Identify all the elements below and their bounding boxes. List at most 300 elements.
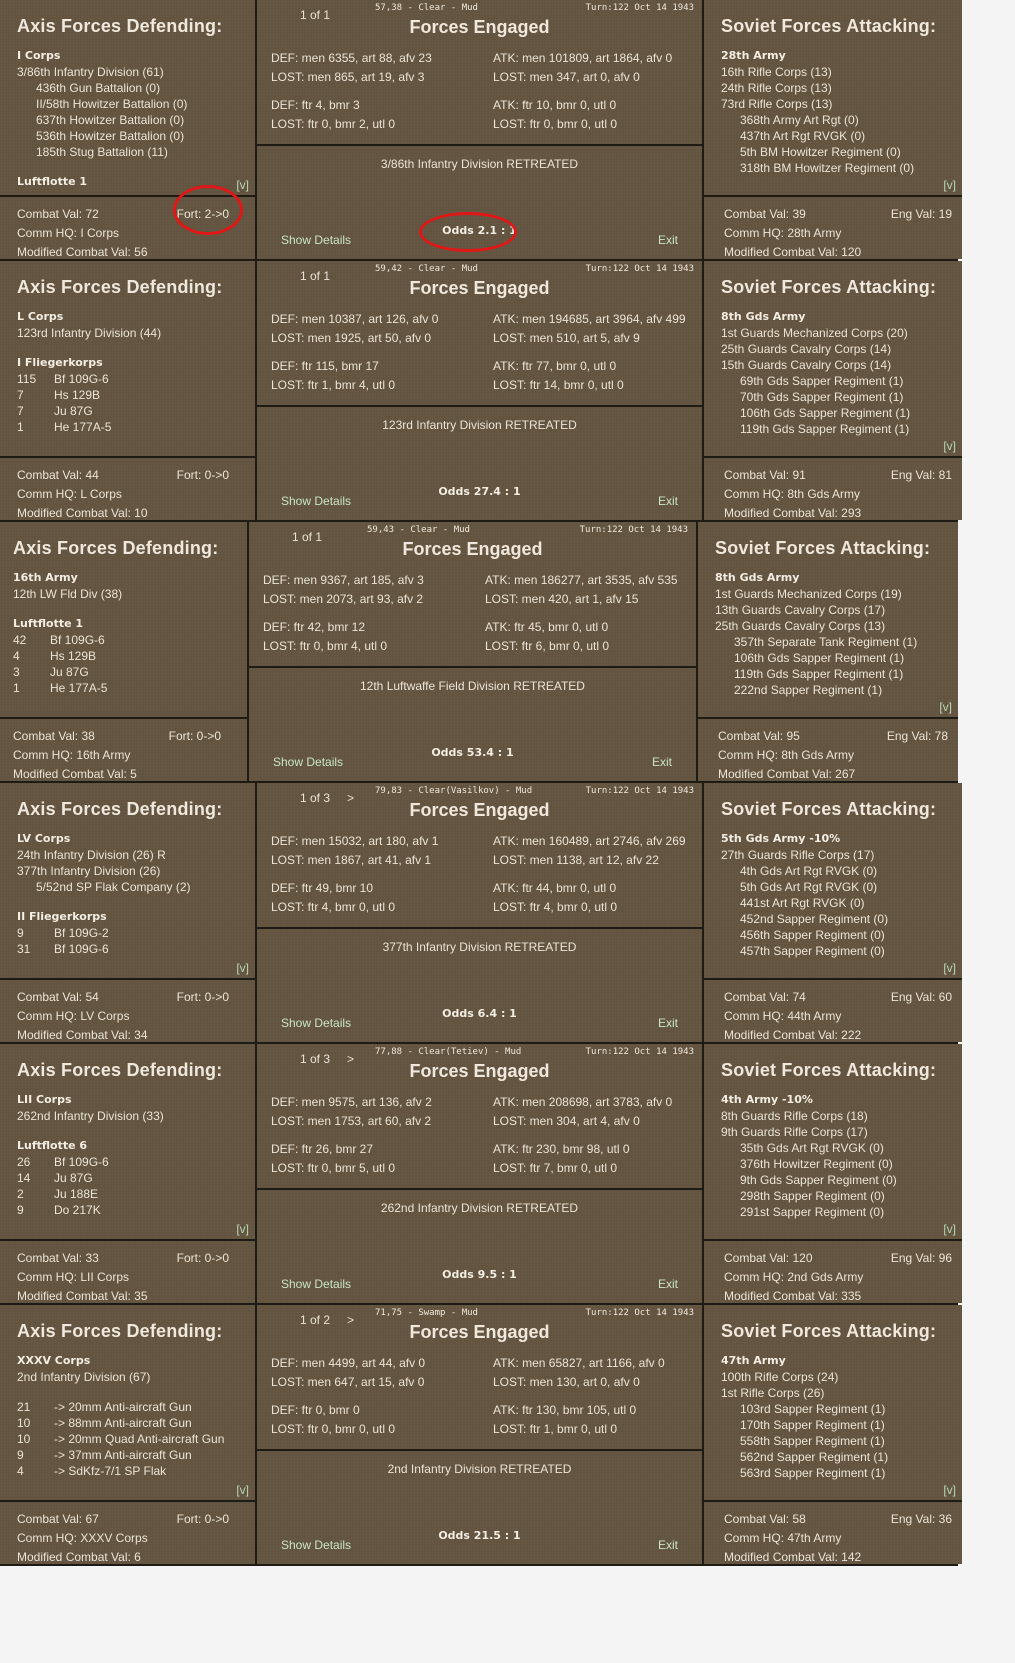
soviet-comm-hq: Comm HQ: 8th Gds Army <box>718 748 855 762</box>
atk-air: ATK: ftr 45, bmr 0, utl 0 <box>485 620 609 634</box>
unit-item[interactable]: 4th Gds Art Rgt RVGK (0) <box>740 864 878 878</box>
forces-engaged-panel <box>257 1305 704 1564</box>
soviet-modified-combat-val: Modified Combat Val: 222 <box>724 1028 862 1042</box>
soviet-attacking-panel <box>704 1305 962 1564</box>
unit-item[interactable]: II/58th Howitzer Battalion (0) <box>36 97 188 111</box>
soviet-panel-title: Soviet Forces Attacking: <box>715 538 931 558</box>
formation-header[interactable]: II Fliegerkorps <box>17 910 107 923</box>
air-type: Bf 109G-6 <box>54 1155 109 1169</box>
air-count: 9 <box>17 1203 24 1217</box>
soviet-panel-title: Soviet Forces Attacking: <box>721 799 937 819</box>
fort-level: Fort: 0->0 <box>168 729 221 743</box>
air-count: 31 <box>17 942 31 956</box>
def-ground-lost: LOST: men 865, art 19, afv 3 <box>271 70 425 84</box>
air-unit-row <box>13 680 237 696</box>
formation-header[interactable]: Luftflotte 1 <box>17 175 88 188</box>
unit-item[interactable]: 119th Gds Sapper Regiment (1) <box>734 667 904 681</box>
soviet-modified-combat-val: Modified Combat Val: 267 <box>718 767 856 781</box>
def-air-lost: LOST: ftr 0, bmr 5, utl 0 <box>271 1161 396 1175</box>
air-unit-row <box>13 664 237 680</box>
unit-item[interactable]: 123rd Infantry Division (44) <box>17 326 162 340</box>
soviet-attacking-panel <box>704 1044 962 1303</box>
unit-item[interactable]: 1st Guards Mechanized Corps (20) <box>721 326 908 340</box>
air-unit-row <box>17 1202 245 1218</box>
formation-header[interactable]: LV Corps <box>17 832 71 845</box>
axis-modified-combat-val: Modified Combat Val: 6 <box>17 1550 141 1564</box>
combat-report <box>0 522 958 783</box>
formation-header[interactable]: 4th Army -10% <box>721 1093 813 1106</box>
axis-unit-list <box>17 1092 245 1218</box>
def-air-lost: LOST: ftr 0, bmr 0, utl 0 <box>271 1422 396 1436</box>
air-count: 21 <box>17 1400 31 1414</box>
forces-engaged-title: Forces Engaged <box>409 800 550 820</box>
air-type: Bf 109G-2 <box>54 926 109 940</box>
combat-result: 2nd Infantry Division RETREATED <box>387 1462 572 1476</box>
def-air: DEF: ftr 0, bmr 0 <box>271 1403 360 1417</box>
combat-report <box>0 0 958 261</box>
air-type: -> 20mm Quad Anti-aircraft Gun <box>54 1432 225 1446</box>
axis-comm-hq: Comm HQ: 16th Army <box>13 748 131 762</box>
unit-item[interactable]: 73rd Rifle Corps (13) <box>721 97 833 111</box>
combat-odds: Odds 9.5 : 1 <box>442 1268 517 1281</box>
formation-header[interactable]: XXXV Corps <box>17 1354 91 1367</box>
axis-stats <box>0 456 255 520</box>
unit-item[interactable]: 377th Infantry Division (26) <box>17 864 161 878</box>
unit-item[interactable]: 25th Guards Cavalry Corps (14) <box>721 342 892 356</box>
def-ground: DEF: men 10387, art 126, afv 0 <box>271 312 439 326</box>
combat-report <box>0 1044 958 1305</box>
exit-button[interactable]: Exit <box>657 1277 678 1291</box>
formation-header[interactable]: 28th Army <box>721 49 786 62</box>
formation-header[interactable]: I Corps <box>17 49 61 62</box>
air-count: 3 <box>13 665 20 679</box>
unit-item[interactable]: 170th Sapper Regiment (1) <box>740 1418 885 1432</box>
atk-ground-lost: LOST: men 347, art 0, afv 0 <box>493 70 640 84</box>
unit-item[interactable]: 558th Sapper Regiment (1) <box>740 1434 885 1448</box>
eng-val: Eng Val: 60 <box>890 990 952 1004</box>
def-ground-lost: LOST: men 1753, art 60, afv 2 <box>271 1114 432 1128</box>
air-count: 14 <box>17 1171 31 1185</box>
air-type: Ju 87G <box>50 665 89 679</box>
soviet-unit-list <box>721 1092 952 1220</box>
soviet-attacking-panel <box>698 522 958 781</box>
soviet-comm-hq: Comm HQ: 44th Army <box>724 1009 842 1023</box>
eng-val: Eng Val: 78 <box>886 729 948 743</box>
atk-ground-lost: LOST: men 420, art 1, afv 15 <box>485 592 639 606</box>
axis-stats <box>0 195 255 259</box>
axis-unit-list <box>17 831 245 957</box>
axis-panel-title: Axis Forces Defending: <box>17 1321 223 1341</box>
unit-item[interactable]: 441st Art Rgt RVGK (0) <box>740 896 865 910</box>
axis-defending-panel <box>0 261 257 520</box>
combat-odds: Odds 21.5 : 1 <box>438 1529 521 1542</box>
axis-panel-title: Axis Forces Defending: <box>17 277 223 297</box>
fort-level: Fort: 0->0 <box>176 1512 229 1526</box>
soviet-panel-title: Soviet Forces Attacking: <box>721 1060 937 1080</box>
turn-date: Turn:122 Oct 14 1943 <box>585 1308 694 1318</box>
axis-defending-panel <box>0 0 257 259</box>
def-air-lost: LOST: ftr 4, bmr 0, utl 0 <box>271 900 396 914</box>
atk-ground: ATK: men 194685, art 3964, afv 499 <box>493 312 686 326</box>
axis-defending-panel <box>0 1305 257 1564</box>
soviet-combat-val: Combat Val: 95 <box>718 729 800 743</box>
unit-item[interactable]: 100th Rifle Corps (24) <box>721 1370 839 1384</box>
hex-location: 59,43 - Clear - Mud <box>367 525 470 535</box>
soviet-combat-val: Combat Val: 74 <box>724 990 806 1004</box>
atk-ground: ATK: men 101809, art 1864, afv 0 <box>493 51 673 65</box>
combat-odds: Odds 2.1 : 1 <box>442 224 517 237</box>
turn-date: Turn:122 Oct 14 1943 <box>585 3 694 13</box>
air-count: 9 <box>17 1448 24 1462</box>
formation-header[interactable]: Luftflotte 6 <box>17 1139 88 1152</box>
axis-stats <box>0 1239 255 1303</box>
forces-engaged-panel <box>257 1044 704 1303</box>
air-count: 2 <box>17 1187 24 1201</box>
fort-level: Fort: 0->0 <box>176 468 229 482</box>
turn-date: Turn:122 Oct 14 1943 <box>585 264 694 274</box>
unit-item[interactable]: 70th Gds Sapper Regiment (1) <box>740 390 904 404</box>
unit-item[interactable]: 262nd Infantry Division (33) <box>17 1109 164 1123</box>
unit-item[interactable]: 563rd Sapper Regiment (1) <box>740 1466 886 1480</box>
atk-air: ATK: ftr 130, bmr 105, utl 0 <box>493 1403 637 1417</box>
formation-header[interactable]: LII Corps <box>17 1093 72 1106</box>
forces-engaged-panel <box>257 783 704 1042</box>
unit-item[interactable]: 5/52nd SP Flak Company (2) <box>36 880 191 894</box>
air-count: 4 <box>17 1464 24 1478</box>
def-air-lost: LOST: ftr 1, bmr 4, utl 0 <box>271 378 396 392</box>
unit-item[interactable]: 106th Gds Sapper Regiment (1) <box>734 651 905 665</box>
formation-header[interactable]: Luftflotte 1 <box>13 617 84 630</box>
expand-toggle[interactable]: [v] <box>236 961 249 975</box>
air-type: Ju 188E <box>54 1187 99 1201</box>
air-unit-row <box>17 1463 245 1479</box>
air-type: Hs 129B <box>50 649 97 663</box>
soviet-combat-val: Combat Val: 91 <box>724 468 806 482</box>
page-indicator: 1 of 3 <box>300 1052 331 1066</box>
axis-comm-hq: Comm HQ: L Corps <box>17 487 122 501</box>
unit-item[interactable]: 16th Rifle Corps (13) <box>721 65 832 79</box>
page-indicator: 1 of 1 <box>292 530 323 544</box>
combat-odds: Odds 6.4 : 1 <box>442 1007 517 1020</box>
axis-comm-hq: Comm HQ: LII Corps <box>17 1270 130 1284</box>
expand-toggle[interactable]: [v] <box>943 1222 956 1236</box>
air-count: 10 <box>17 1432 31 1446</box>
eng-val: Eng Val: 36 <box>890 1512 952 1526</box>
air-type: -> SdKfz-7/1 SP Flak <box>54 1464 167 1478</box>
next-page-button[interactable]: > <box>347 791 355 805</box>
atk-ground: ATK: men 160489, art 2746, afv 269 <box>493 834 686 848</box>
soviet-combat-val: Combat Val: 39 <box>724 207 806 221</box>
forces-engaged-title: Forces Engaged <box>402 539 543 559</box>
unit-item[interactable]: 9th Gds Sapper Regiment (0) <box>740 1173 897 1187</box>
soviet-stats <box>704 1239 962 1303</box>
exit-button[interactable]: Exit <box>651 755 672 769</box>
unit-item[interactable]: 562nd Sapper Regiment (1) <box>740 1450 889 1464</box>
fort-level: Fort: 0->0 <box>176 1251 229 1265</box>
unit-item[interactable]: 106th Gds Sapper Regiment (1) <box>740 406 911 420</box>
air-type: Ju 87G <box>54 404 93 418</box>
soviet-stats <box>704 456 962 520</box>
def-air-lost: LOST: ftr 0, bmr 2, utl 0 <box>271 117 396 131</box>
axis-stats <box>0 717 247 781</box>
unit-item[interactable]: 185th Stug Battalion (11) <box>36 145 168 159</box>
axis-modified-combat-val: Modified Combat Val: 10 <box>17 506 148 520</box>
forces-engaged-panel <box>257 261 704 520</box>
combat-report <box>0 783 958 1044</box>
unit-item[interactable]: 376th Howitzer Regiment (0) <box>740 1157 893 1171</box>
def-ground: DEF: men 6355, art 88, afv 23 <box>271 51 432 65</box>
unit-item[interactable]: 456th Sapper Regiment (0) <box>740 928 885 942</box>
show-details-button[interactable]: Show Details <box>281 494 352 508</box>
unit-item[interactable]: 8th Guards Rifle Corps (18) <box>721 1109 868 1123</box>
air-unit-row <box>17 1154 245 1170</box>
unit-item[interactable]: 119th Gds Sapper Regiment (1) <box>740 422 910 436</box>
spacer <box>17 895 245 909</box>
forces-engaged-title: Forces Engaged <box>409 1322 550 1342</box>
air-unit-row <box>13 648 237 664</box>
forces-engaged-title: Forces Engaged <box>409 278 550 298</box>
unit-item[interactable]: 436th Gun Battalion (0) <box>36 81 161 95</box>
atk-ground-lost: LOST: men 1138, art 12, afv 22 <box>493 853 659 867</box>
air-type: -> 88mm Anti-aircraft Gun <box>54 1416 192 1430</box>
air-count: 1 <box>17 420 24 434</box>
atk-ground: ATK: men 208698, art 3783, afv 0 <box>493 1095 673 1109</box>
soviet-unit-list <box>721 48 952 176</box>
unit-item[interactable]: 13th Guards Cavalry Corps (17) <box>715 603 886 617</box>
air-type: Bf 109G-6 <box>50 633 105 647</box>
unit-item[interactable]: 24th Infantry Division (26) R <box>17 848 166 862</box>
air-unit-row <box>17 1399 245 1415</box>
air-unit-row <box>13 632 237 648</box>
axis-modified-combat-val: Modified Combat Val: 35 <box>17 1289 148 1303</box>
soviet-unit-list <box>721 309 952 437</box>
formation-header[interactable]: 5th Gds Army -10% <box>721 832 841 845</box>
def-air: DEF: ftr 115, bmr 17 <box>271 359 379 373</box>
soviet-modified-combat-val: Modified Combat Val: 335 <box>724 1289 862 1303</box>
def-ground-lost: LOST: men 2073, art 93, afv 2 <box>263 592 424 606</box>
unit-item[interactable]: 318th BM Howitzer Regiment (0) <box>740 161 915 175</box>
unit-item[interactable]: 15th Guards Cavalry Corps (14) <box>721 358 892 372</box>
def-ground: DEF: men 9575, art 136, afv 2 <box>271 1095 432 1109</box>
def-air-lost: LOST: ftr 0, bmr 4, utl 0 <box>263 639 388 653</box>
air-count: 7 <box>17 388 24 402</box>
air-count: 115 <box>17 372 37 386</box>
atk-air: ATK: ftr 77, bmr 0, utl 0 <box>493 359 617 373</box>
axis-panel-title: Axis Forces Defending: <box>17 1060 223 1080</box>
def-ground-lost: LOST: men 1867, art 41, afv 1 <box>271 853 432 867</box>
hex-location: 71,75 - Swamp - Mud <box>375 1308 478 1318</box>
axis-defending-panel <box>0 783 257 1042</box>
soviet-modified-combat-val: Modified Combat Val: 142 <box>724 1550 862 1564</box>
def-ground: DEF: men 9367, art 185, afv 3 <box>263 573 424 587</box>
forces-summary <box>257 783 702 929</box>
soviet-combat-val: Combat Val: 120 <box>724 1251 813 1265</box>
formation-header[interactable]: 8th Gds Army <box>715 571 800 584</box>
show-details-button[interactable]: Show Details <box>281 1016 352 1030</box>
axis-combat-val: Combat Val: 72 <box>17 207 99 221</box>
hex-location: 57,38 - Clear - Mud <box>375 3 478 13</box>
combat-odds: Odds 27.4 : 1 <box>438 485 521 498</box>
unit-item[interactable]: 5th BM Howitzer Regiment (0) <box>740 145 901 159</box>
expand-toggle[interactable]: [v] <box>236 178 249 192</box>
unit-item[interactable]: 452nd Sapper Regiment (0) <box>740 912 889 926</box>
air-count: 4 <box>13 649 20 663</box>
soviet-modified-combat-val: Modified Combat Val: 120 <box>724 245 862 259</box>
axis-modified-combat-val: Modified Combat Val: 5 <box>13 767 137 781</box>
expand-toggle[interactable]: [v] <box>943 961 956 975</box>
unit-item[interactable]: 298th Sapper Regiment (0) <box>740 1189 885 1203</box>
expand-toggle[interactable]: [v] <box>939 700 952 714</box>
forces-engaged-panel <box>249 522 698 781</box>
air-unit-row <box>17 387 245 403</box>
axis-unit-list <box>17 1353 245 1479</box>
def-ground: DEF: men 15032, art 180, afv 1 <box>271 834 439 848</box>
soviet-attacking-panel <box>704 0 962 259</box>
exit-button[interactable]: Exit <box>657 233 678 247</box>
axis-modified-combat-val: Modified Combat Val: 34 <box>17 1028 148 1042</box>
unit-item[interactable]: 1st Guards Mechanized Corps (19) <box>715 587 902 601</box>
soviet-combat-val: Combat Val: 58 <box>724 1512 806 1526</box>
unit-item[interactable]: 1st Rifle Corps (26) <box>721 1386 825 1400</box>
forces-engaged-panel <box>257 0 704 259</box>
exit-button[interactable]: Exit <box>657 1016 678 1030</box>
atk-ground-lost: LOST: men 304, art 4, afv 0 <box>493 1114 640 1128</box>
forces-engaged-title: Forces Engaged <box>409 17 550 37</box>
unit-item[interactable]: 5th Gds Art Rgt RVGK (0) <box>740 880 878 894</box>
atk-ground: ATK: men 65827, art 1166, afv 0 <box>493 1356 665 1370</box>
show-details-button[interactable]: Show Details <box>281 1538 352 1552</box>
axis-panel-title: Axis Forces Defending: <box>17 799 223 819</box>
soviet-comm-hq: Comm HQ: 2nd Gds Army <box>724 1270 864 1284</box>
soviet-attacking-panel <box>704 261 962 520</box>
unit-item[interactable]: 368th Army Art Rgt (0) <box>740 113 859 127</box>
forces-summary <box>257 1305 702 1451</box>
air-type: -> 20mm Anti-aircraft Gun <box>54 1400 192 1414</box>
unit-item[interactable]: 222nd Sapper Regiment (1) <box>734 683 883 697</box>
hex-location: 79,83 - Clear(Vasilkov) - Mud <box>375 786 533 796</box>
atk-air-lost: LOST: ftr 4, bmr 0, utl 0 <box>493 900 618 914</box>
unit-item[interactable]: 291st Sapper Regiment (0) <box>740 1205 885 1219</box>
eng-val: Eng Val: 81 <box>890 468 952 482</box>
show-details-button[interactable]: Show Details <box>273 755 344 769</box>
expand-toggle[interactable]: [v] <box>236 1222 249 1236</box>
atk-air: ATK: ftr 44, bmr 0, utl 0 <box>493 881 617 895</box>
unit-item[interactable]: 24th Rifle Corps (13) <box>721 81 832 95</box>
air-unit-row <box>17 1447 245 1463</box>
soviet-unit-list <box>721 1353 952 1481</box>
expand-toggle[interactable]: [v] <box>943 178 956 192</box>
atk-ground-lost: LOST: men 130, art 0, afv 0 <box>493 1375 640 1389</box>
eng-val: Eng Val: 96 <box>890 1251 952 1265</box>
unit-item[interactable]: 25th Guards Cavalry Corps (13) <box>715 619 886 633</box>
spacer <box>13 602 237 616</box>
show-details-button[interactable]: Show Details <box>281 233 352 247</box>
combat-result: 123rd Infantry Division RETREATED <box>382 418 577 432</box>
axis-combat-val: Combat Val: 33 <box>17 1251 99 1265</box>
forces-summary <box>249 522 696 668</box>
axis-unit-list <box>17 309 245 435</box>
air-unit-row <box>17 1170 245 1186</box>
forces-engaged-title: Forces Engaged <box>409 1061 550 1081</box>
air-count: 9 <box>17 926 24 940</box>
forces-summary <box>257 1044 702 1190</box>
unit-item[interactable]: 536th Howitzer Battalion (0) <box>36 129 185 143</box>
expand-toggle[interactable]: [v] <box>236 1483 249 1497</box>
turn-date: Turn:122 Oct 14 1943 <box>579 525 688 535</box>
formation-header[interactable]: L Corps <box>17 310 64 323</box>
unit-item[interactable]: 3/86th Infantry Division (61) <box>17 65 164 79</box>
soviet-unit-list <box>715 570 948 698</box>
formation-header[interactable]: 47th Army <box>721 1354 786 1367</box>
atk-air-lost: LOST: ftr 1, bmr 0, utl 0 <box>493 1422 618 1436</box>
soviet-stats <box>698 717 958 781</box>
air-type: Do 217K <box>54 1203 101 1217</box>
soviet-stats <box>704 195 962 259</box>
axis-comm-hq: Comm HQ: XXXV Corps <box>17 1531 148 1545</box>
axis-unit-list <box>13 570 237 696</box>
air-count: 26 <box>17 1155 31 1169</box>
unit-item[interactable]: 35th Gds Art Rgt RVGK (0) <box>740 1141 884 1155</box>
soviet-comm-hq: Comm HQ: 47th Army <box>724 1531 842 1545</box>
forces-summary <box>257 0 702 146</box>
atk-air: ATK: ftr 230, bmr 98, utl 0 <box>493 1142 630 1156</box>
atk-ground: ATK: men 186277, art 3535, afv 535 <box>485 573 678 587</box>
expand-toggle[interactable]: [v] <box>943 1483 956 1497</box>
unit-item[interactable]: 637th Howitzer Battalion (0) <box>36 113 185 127</box>
next-page-button[interactable]: > <box>347 1313 355 1327</box>
axis-unit-list <box>17 48 245 190</box>
def-air: DEF: ftr 26, bmr 27 <box>271 1142 374 1156</box>
atk-air-lost: LOST: ftr 6, bmr 0, utl 0 <box>485 639 610 653</box>
axis-comm-hq: Comm HQ: LV Corps <box>17 1009 130 1023</box>
formation-header[interactable]: 8th Gds Army <box>721 310 806 323</box>
atk-air: ATK: ftr 10, bmr 0, utl 0 <box>493 98 617 112</box>
axis-combat-val: Combat Val: 38 <box>13 729 95 743</box>
unit-item[interactable]: 2nd Infantry Division (67) <box>17 1370 151 1384</box>
air-unit-row <box>17 1186 245 1202</box>
unit-item[interactable]: 69th Gds Sapper Regiment (1) <box>740 374 904 388</box>
exit-button[interactable]: Exit <box>657 1538 678 1552</box>
formation-header[interactable]: 16th Army <box>13 571 78 584</box>
soviet-modified-combat-val: Modified Combat Val: 293 <box>724 506 862 520</box>
axis-defending-panel <box>0 522 249 781</box>
unit-item[interactable]: 357th Separate Tank Regiment (1) <box>734 635 918 649</box>
expand-toggle[interactable]: [v] <box>943 439 956 453</box>
page-indicator: 1 of 2 <box>300 1313 331 1327</box>
exit-button[interactable]: Exit <box>657 494 678 508</box>
unit-item[interactable]: 457th Sapper Regiment (0) <box>740 944 885 958</box>
unit-item[interactable]: 12th LW Fld Div (38) <box>13 587 123 601</box>
unit-item[interactable]: 9th Guards Rifle Corps (17) <box>721 1125 868 1139</box>
spacer <box>17 1124 245 1138</box>
air-count: 7 <box>17 404 24 418</box>
next-page-button[interactable]: > <box>347 1052 355 1066</box>
formation-header[interactable]: I Fliegerkorps <box>17 356 103 369</box>
atk-ground-lost: LOST: men 510, art 5, afv 9 <box>493 331 640 345</box>
page-indicator: 1 of 3 <box>300 791 331 805</box>
def-ground: DEF: men 4499, art 44, afv 0 <box>271 1356 426 1370</box>
atk-air-lost: LOST: ftr 14, bmr 0, utl 0 <box>493 378 624 392</box>
combat-report <box>0 261 958 522</box>
show-details-button[interactable]: Show Details <box>281 1277 352 1291</box>
air-type: Bf 109G-6 <box>54 372 109 386</box>
unit-item[interactable]: 437th Art Rgt RVGK (0) <box>740 129 866 143</box>
def-air: DEF: ftr 49, bmr 10 <box>271 881 374 895</box>
def-ground-lost: LOST: men 647, art 15, afv 0 <box>271 1375 425 1389</box>
page-indicator: 1 of 1 <box>300 8 331 22</box>
unit-item[interactable]: 103rd Sapper Regiment (1) <box>740 1402 886 1416</box>
unit-item[interactable]: 27th Guards Rifle Corps (17) <box>721 848 875 862</box>
